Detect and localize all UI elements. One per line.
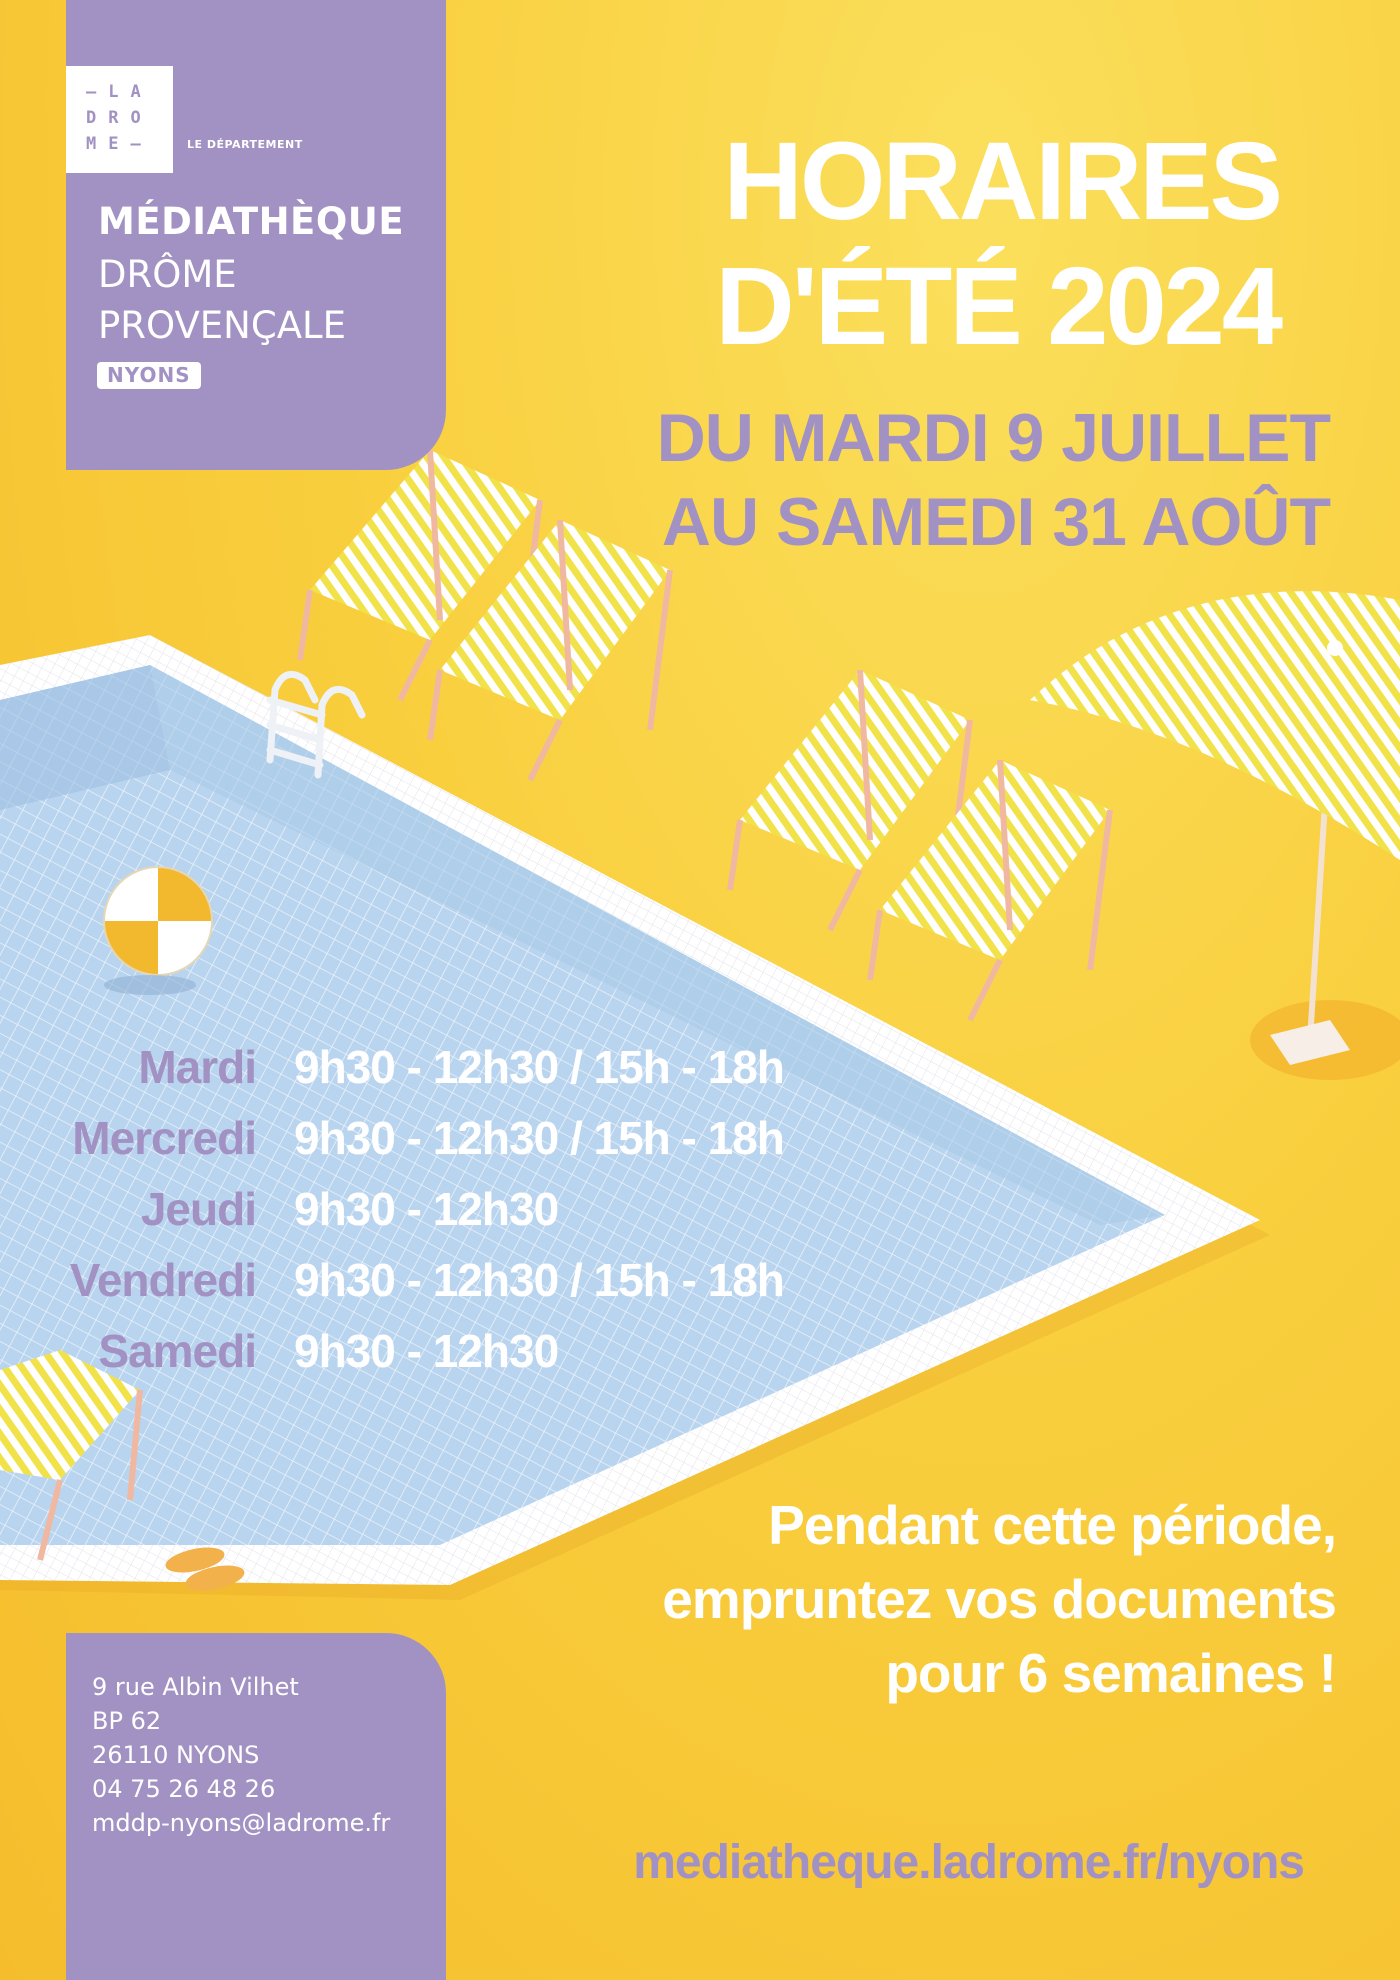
schedule-hours: 9h30 - 12h30 [294, 1325, 559, 1377]
loan-note-line3: pour 6 semaines ! [885, 1642, 1336, 1704]
period-line2: AU SAMEDI 31 AOÛT [661, 484, 1330, 560]
schedule-day: Samedi [98, 1325, 256, 1377]
library-name-line3: PROVENÇALE [98, 304, 346, 347]
department-label: LE DÉPARTEMENT [187, 138, 303, 151]
schedule-day: Mercredi [72, 1112, 256, 1164]
logo-row: ME– [86, 134, 153, 154]
library-name-line2: DRÔME [98, 253, 237, 296]
address-postal-city: 26110 NYONS [92, 1741, 260, 1769]
logo-row: DRO [86, 108, 153, 128]
period-line1: DU MARDI 9 JUILLET [656, 400, 1330, 476]
loan-note-line1: Pendant cette période, [768, 1494, 1336, 1556]
loan-note-line2: empruntez vos documents [662, 1568, 1336, 1630]
title-line2: D'ÉTÉ 2024 [715, 245, 1280, 368]
schedule-row [0, 1111, 900, 1171]
schedule-hours: 9h30 - 12h30 [294, 1183, 559, 1235]
logo-row: –LA [86, 82, 153, 102]
contact-panel [66, 1633, 446, 1980]
schedule-hours: 9h30 - 12h30 / 15h - 18h [294, 1112, 784, 1164]
address-po-box: BP 62 [92, 1707, 162, 1735]
address-street: 9 rue Albin Vilhet [92, 1673, 299, 1701]
schedule-day: Jeudi [140, 1183, 256, 1235]
schedule-row [0, 1324, 900, 1384]
email-address[interactable]: mddp-nyons@ladrome.fr [92, 1809, 391, 1837]
schedule-hours: 9h30 - 12h30 / 15h - 18h [294, 1254, 784, 1306]
schedule-row [0, 1040, 900, 1100]
schedule-day: Mardi [138, 1041, 256, 1093]
schedule-row [0, 1182, 900, 1242]
city-badge: NYONS [97, 362, 201, 389]
title-line1: HORAIRES [723, 120, 1280, 243]
website-link[interactable]: mediatheque.ladrome.fr/nyons [633, 1836, 1304, 1889]
schedule-hours: 9h30 - 12h30 / 15h - 18h [294, 1041, 784, 1093]
schedule-row [0, 1253, 900, 1313]
la-drome-logo [66, 66, 173, 173]
library-name-line1: MÉDIATHÈQUE [98, 200, 405, 243]
schedule-day: Vendredi [69, 1254, 256, 1306]
library-panel [66, 0, 446, 470]
phone-number: 04 75 26 48 26 [92, 1775, 276, 1803]
